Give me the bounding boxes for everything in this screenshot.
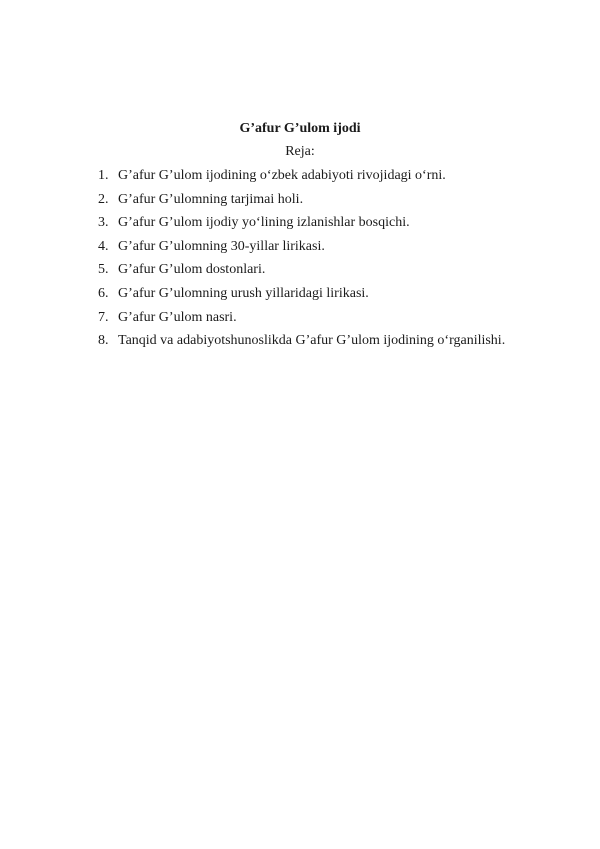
plan-item-number: 8. [98, 333, 109, 349]
plan-item-text: G’afur G’ulom ijodiy yo‘lining izlanishlar bosqichi. [118, 215, 410, 231]
plan-item-number: 5. [98, 262, 109, 278]
plan-item-text: Tanqid va adabiyotshunoslikda G’afur G’ulom ijodining o‘rganilishi. [118, 333, 506, 349]
plan-item-number: 1. [98, 168, 109, 183]
plan-item-8 [98, 329, 558, 353]
plan-item-text: G’afur G’ulom dostonlari. [118, 262, 266, 278]
plan-item-text: G’afur G’ulomning 30-yillar lirikasi. [118, 238, 325, 254]
plan-item-1 [98, 164, 558, 188]
plan-heading: Reja: [285, 144, 315, 159]
plan-item-text: G’afur G’ulom nasri. [118, 309, 237, 325]
plan-item-7 [98, 306, 558, 330]
plan-item-text: G’afur G’ulom ijodining o‘zbek adabiyoti rivojidagi o‘rni. [118, 168, 446, 183]
plan-item-number: 7. [98, 309, 109, 325]
plan-item-text: G’afur G’ulomning urush yillaridagi lirikasi. [118, 285, 369, 301]
plan-item-text: G’afur G’ulomning tarjimai holi. [118, 191, 304, 207]
page-title: G’afur G’ulom ijodi [239, 121, 361, 136]
plan-item-3 [98, 211, 558, 235]
plan-item-6 [98, 282, 558, 306]
plan-item-number: 6. [98, 285, 109, 301]
plan-item-5 [98, 258, 558, 282]
plan-list [98, 164, 558, 353]
plan-item-number: 3. [98, 215, 109, 231]
plan-item-4 [98, 235, 558, 259]
plan-item-number: 4. [98, 238, 109, 254]
plan-item-number: 2. [98, 191, 109, 207]
plan-item-2 [98, 188, 558, 212]
